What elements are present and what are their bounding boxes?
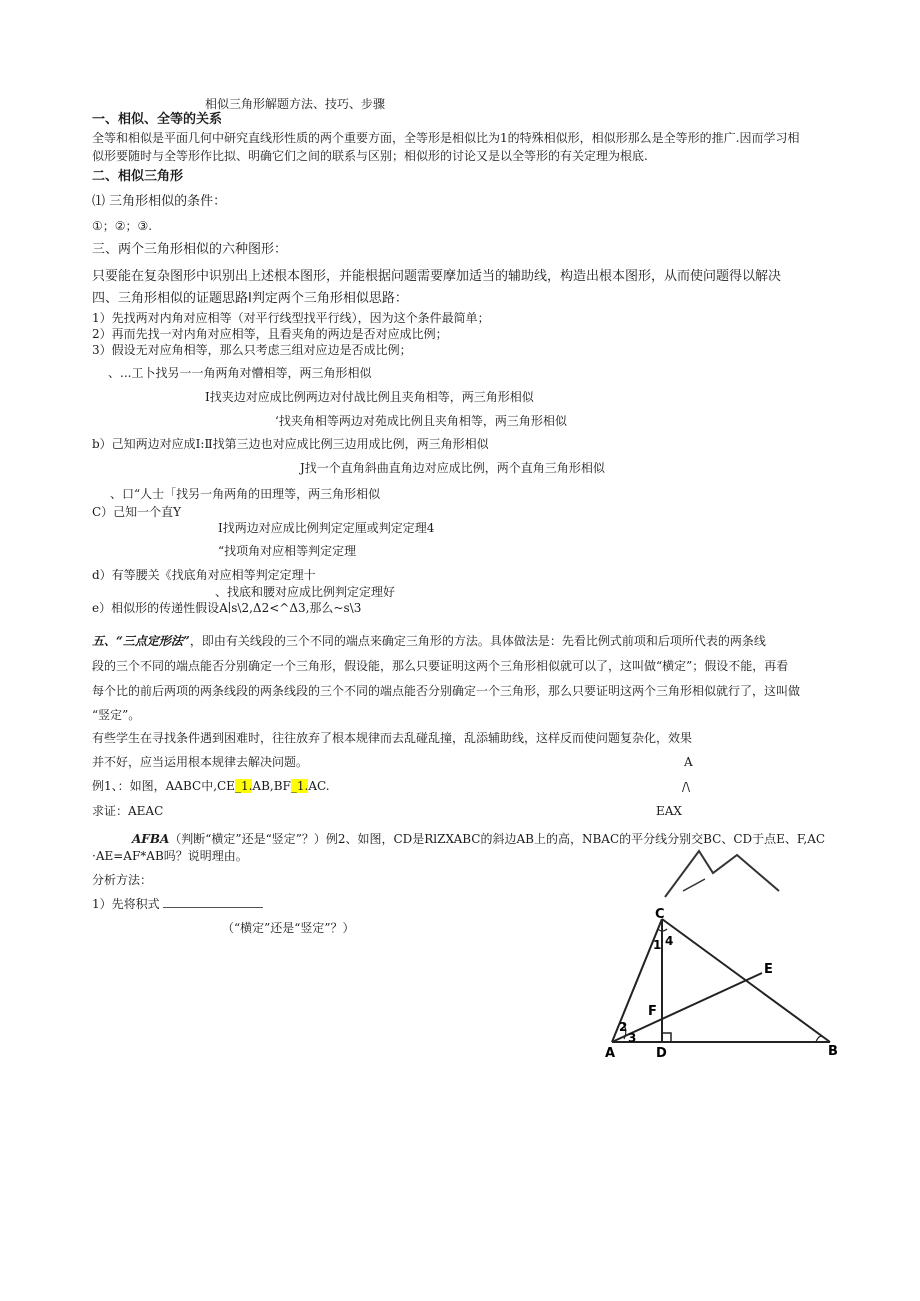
section-5-text-1: ，即由有关线段的三个不同的端点来确定三角形的方法。具体做法是：先看比例式前项和后项所代表的两条线	[189, 634, 766, 648]
section-3-heading: 三、两个三角形相似的六种图形：	[92, 242, 288, 257]
example-1-text-b: AB,BF	[252, 779, 291, 793]
section-4-line-1: 1）先找两对内角对应相等（对平行线型找平行线），因为这个条件最简单；	[92, 311, 490, 325]
section-4-case-a-3: ‘找夹角相等两边对苑成比例且夹角相等，两三角形相似	[275, 414, 567, 428]
section-5-line-4: “竖定”。	[92, 708, 141, 722]
side-label-a: A	[684, 755, 693, 769]
side-label-caret: /\	[682, 780, 691, 794]
section-3-paragraph: 只要能在复杂图形中识别出上述根本图形，并能根据问题需要摩加适当的辅助线，构造出根本图形，从而使问题得以解决	[92, 269, 782, 284]
section-5-line-6: 并不好，应当运用根本规律去解决问题。	[92, 755, 309, 769]
example-1-text-a: 例1、：如图，AABC中,CE	[92, 779, 235, 793]
example-1-text-c: AC.	[308, 779, 330, 793]
section-5-line-3: 每个比的前后两项的两条线段的两条线段的三个不同的端点能否分别确定一个三角形，那么只要证明这两个三角形相似就行了，这叫做	[92, 684, 801, 698]
section-1-paragraph-line-2: 似形要随时与全等形作比拟、明确它们之间的联系与区别；相似形的讨论又是以全等形的有关定理为根底.	[92, 149, 648, 163]
section-4-line-2: 2）再而先找一对内角对应相等，且看夹角的两边是否对应成比例；	[92, 327, 448, 341]
doc-title: 相似三角形解题方法、技巧、步骤	[205, 97, 386, 111]
section-4-case-c-2: I找两边对应成比例判定定厘或判定定理4	[218, 521, 435, 535]
section-4-case-b-1: b）己知两边对应成I:Ⅱ找第三边也对应成比例三边用成比例，两三角形相似	[92, 437, 489, 451]
label-e: E	[764, 962, 773, 977]
label-c: C	[655, 907, 665, 922]
angle-label-1: 1	[653, 938, 662, 952]
section-4-case-c-1: C）己知一个直Y	[92, 505, 182, 519]
section-1-heading: 一、相似、全等的关系	[92, 112, 223, 127]
section-2-subheading: ⑴ 三角形相似的条件：	[92, 194, 227, 209]
example-1-statement	[92, 779, 330, 793]
sketch-stroke-2	[683, 879, 705, 891]
section-4-case-c-3: “找项角对应相等判定定理	[218, 544, 357, 558]
label-d: D	[656, 1046, 667, 1061]
section-4-case-c-0: 、口“人士「找另一角两角的田理等，两三角形相似	[110, 487, 381, 501]
analysis-heading: 分析方法：	[92, 873, 153, 887]
sketch-stroke-1	[665, 851, 779, 897]
step-1-blank[interactable]	[163, 897, 263, 908]
section-4-heading: 四、三角形相似的证题思路I判定两个三角形相似思路：	[92, 291, 408, 306]
right-angle-mark	[662, 1033, 671, 1042]
example-1-prove: 求证：AEAC	[92, 804, 164, 818]
section-2-items: ①；②；③.	[92, 219, 153, 233]
triangle-figure	[590, 905, 850, 1075]
section-4-case-d-2: 、找底和腰对应成比例判定定理好	[215, 585, 396, 599]
section-4-line-3: 3）假设无对应角相等，那么只考虑三组对应边是否成比例；	[92, 343, 412, 357]
section-4-case-e: e）相似形的传递性假设A∣s\2,Δ2<^Δ3,那么~s\3	[92, 601, 362, 615]
partial-figure-sketch	[655, 835, 785, 905]
example-1-highlight-2: _1.	[290, 779, 309, 793]
section-2-heading: 二、相似三角形	[92, 169, 184, 184]
section-5-line-5: 有些学生在寻找条件遇到困难时，往往放弃了根本规律而去乱碰乱撞，乱添辅助线，这样反而使问题复杂化，效果	[92, 731, 693, 745]
section-5-line-2: 段的三个不同的端点能否分别确定一个三角形，假设能，那么只要证明这两个三角形相似就可以了，这叫做“横定”；假设不能，再看	[92, 659, 789, 673]
example-2-line-2: ·AE=AF*AB吗？说明理由。	[92, 849, 248, 863]
label-b: B	[828, 1044, 838, 1059]
section-4-case-d-1: d）有等腰关《找底角对应相等判定定理十	[92, 568, 316, 582]
side-label-eax: EAX	[656, 804, 682, 818]
step-1	[92, 897, 263, 911]
section-4-case-b-2: J找一个直角斜曲直角边对应成比例，两个直角三角形相似	[300, 461, 605, 475]
section-1-paragraph-line-1: 全等和相似是平面几何中研究直线形性质的两个重要方面，全等形是相似比为1的特殊相似形，相似形那么是全等形的推广.因而学习相	[92, 131, 800, 145]
example-2-question: （判断“横定”还是“竖定”？）例2、如图，CD是RlZXABC的斜边AB上的高，NBAC的平分线分别交BC、CD于点E、F,AC	[169, 832, 826, 846]
section-4-case-a-1: 、...工卜找另一一角两角对懵相等，两三角形相似	[108, 366, 372, 380]
example-afba: AFBA	[132, 832, 170, 846]
angle-label-3: 3	[628, 1031, 637, 1045]
step-1-note: （“横定”还是“竖定”？）	[222, 921, 355, 935]
label-a: A	[605, 1046, 616, 1061]
step-1-text: 1）先将积式	[92, 897, 160, 911]
section-5-label: 五、“三点定形法”	[92, 634, 190, 648]
section-4-case-a-2: I找夹边对应成比例两边对付战比例且夹角相等，两三角形相似	[205, 390, 534, 404]
angle-label-4: 4	[665, 934, 674, 948]
example-1-highlight-1: _1.	[234, 779, 253, 793]
section-5-line-1	[92, 634, 766, 648]
label-f: F	[648, 1004, 657, 1019]
angle-label-2: 2	[619, 1020, 628, 1034]
